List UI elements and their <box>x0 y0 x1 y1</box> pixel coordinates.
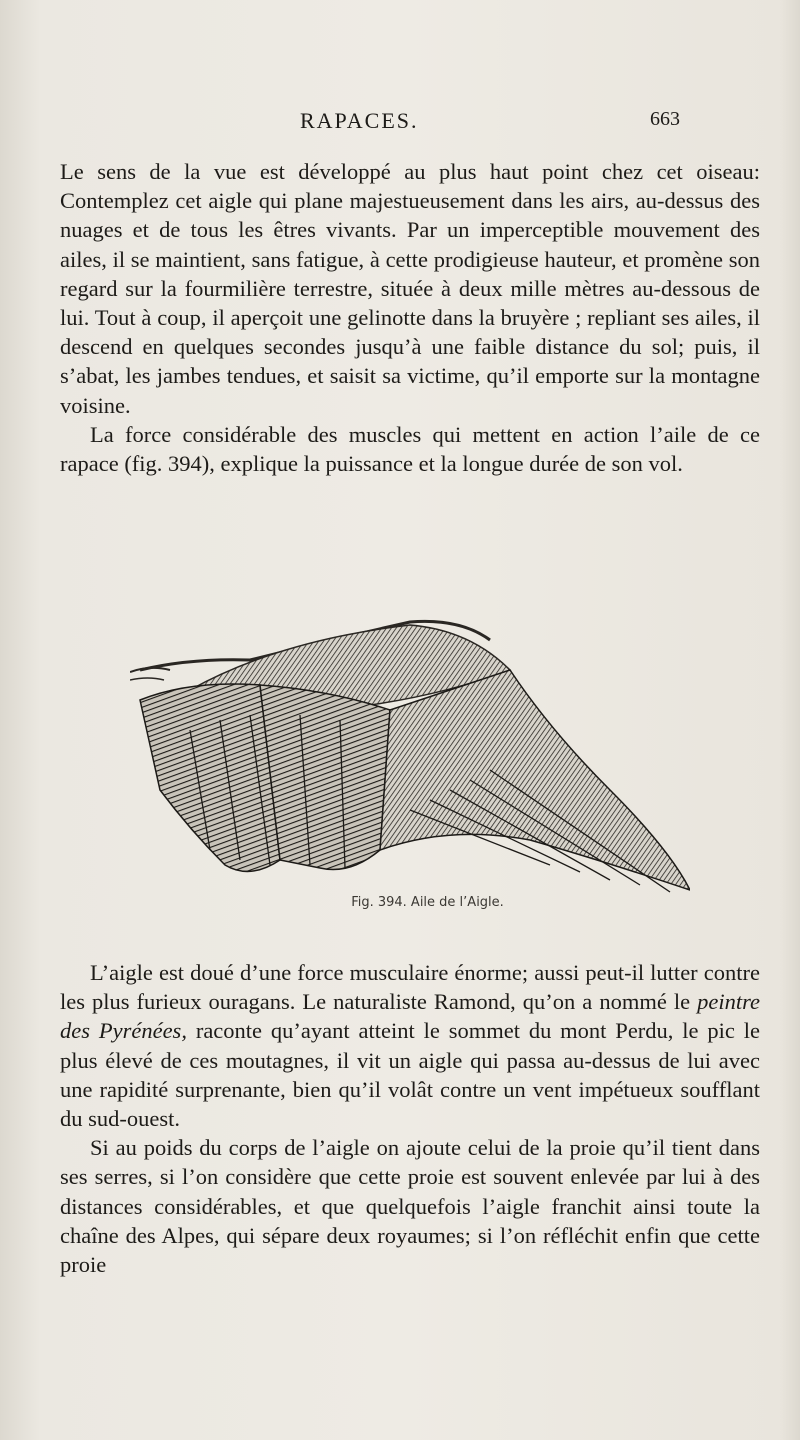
top-text-block <box>60 157 760 478</box>
page-number: 663 <box>650 108 680 130</box>
bottom-text-block <box>60 958 760 1279</box>
page-header <box>0 108 800 138</box>
paragraph-eagle-strength-part2: raconte qu’ayant atteint le sommet du mont Perdu, le pic le plus élevé de ces moutagnes, il vit un aigle qui passa au-dessus de lui avec une rapidité surprenante, bien qu’il volât contre un vent impétueux soufflant du sud-ouest. <box>60 1018 761 1132</box>
paragraph-eagle-prey: Si au poids du corps de l’aigle on ajoute celui de la proie qu’il tient dans ses serres, si l’on considère que cette proie est souvent enlevée par lui à des distances considérables, et que quelquefois l’aigle franchit ainsi toute la chaîne des Alpes, qui sépare deux royaumes; si l’on réfléchit enfin que cette proie <box>60 1135 760 1278</box>
figure-caption-text: Fig. 394. Aile de l’Aigle. <box>351 895 504 910</box>
paragraph-wing-muscles: La force considérable des muscles qui mettent en action l’aile de ce rapace (fig. 394), explique la puissance et la longue durée de son vol. <box>60 421 760 477</box>
paragraph-eagle-vision: Le sens de la vue est développé au plus haut point chez cet oiseau: Contemplez cet aigle qui plane majestueusement dans les airs, au-dessus des nuages et de tous les êtres vivants. Par un imperceptible mouvement des ailes, il se maintient, sans fatigue, à cette prodigieuse hauteur, et promène son regard sur la fourmilière terrestre, située à deux mille mètres au-dessous de lui. Tout à coup, il aperçoit une gelinotte dans la bruyère ; repliant ses ailes, il descend en quelques secondes jusqu’à une faible distance du sol; puis, il s’abat, les jambes tendues, et saisit sa victime, qu’il emporte sur la montagne voisine. <box>60 159 760 418</box>
figure-caption <box>0 895 800 910</box>
eagle-wing-illustration <box>130 610 690 900</box>
paragraph-eagle-strength <box>60 958 760 1133</box>
paragraph-eagle-strength-part1: L’aigle est doué d’une force musculaire énorme; aussi peut-il lutter contre les plus furieux ouragans. Le naturaliste Ramond, qu’on a nommé le <box>60 960 760 1015</box>
paragraph-eagle-strength-italic: peintre des Pyrénées, <box>60 989 760 1044</box>
running-head: RAPACES. <box>300 108 419 133</box>
